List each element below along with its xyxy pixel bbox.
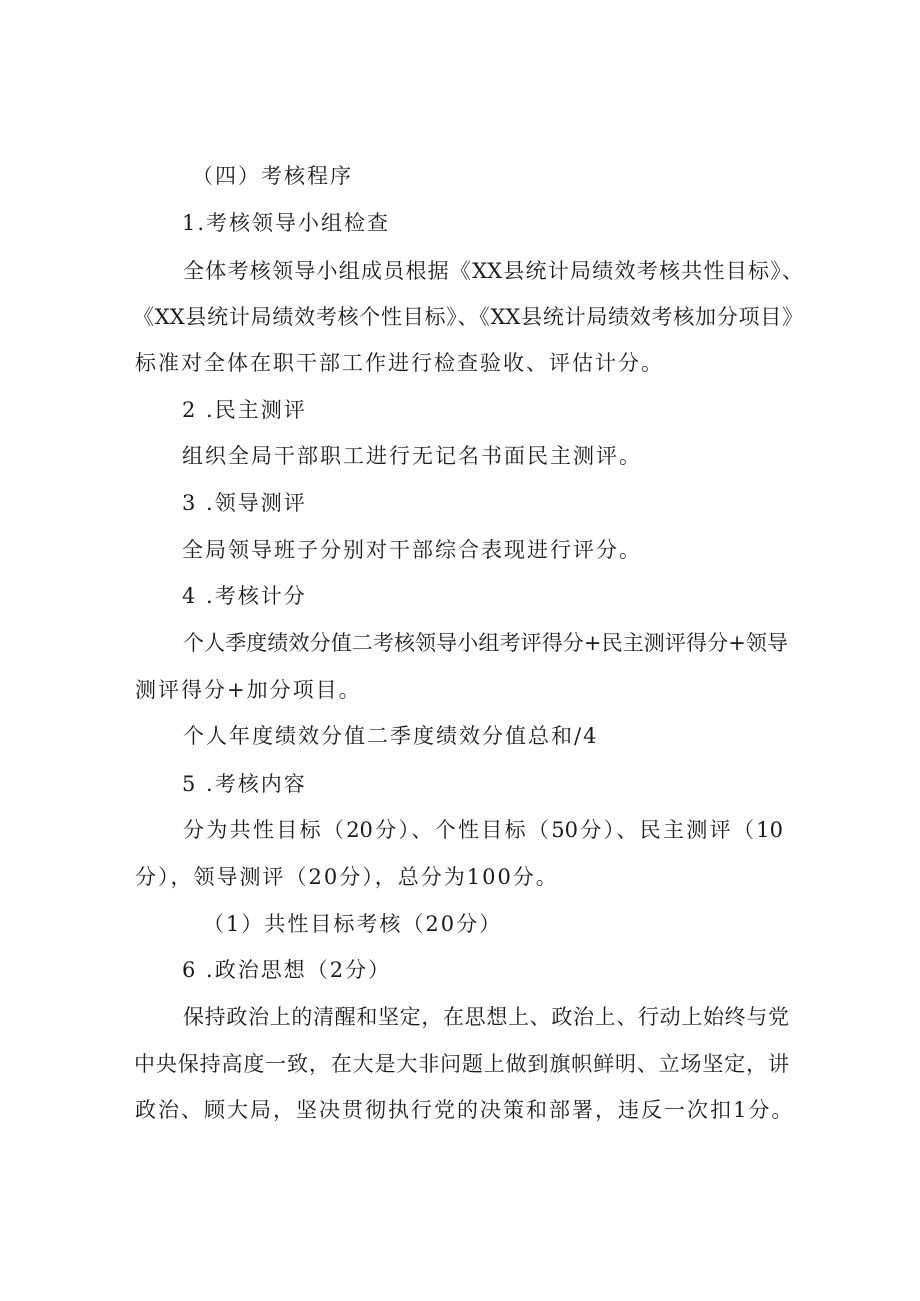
section-heading: （四）考核程序	[192, 164, 353, 188]
paragraph-line: 标准对全体在职干部工作进行检查验收、评估计分。	[135, 351, 664, 375]
paragraph-line: 组织全局干部职工进行无记名书面民主测评。	[182, 444, 642, 468]
paragraph-line: 中央保持高度一致，在大是大非问题上做到旗帜鲜明、立场坚定，讲	[134, 1052, 789, 1076]
paragraph-line: 保持政治上的清醒和坚定，在思想上、政治上、行动上始终与党	[183, 1005, 789, 1029]
paragraph-line: 分），领导测评（20分），总分为100分。	[135, 865, 559, 889]
subsection-heading: （1）共性目标考核（20分）	[203, 912, 503, 936]
paragraph-line: 政治、顾大局，坚决贯彻执行党的决策和部署，违反一次扣1分。	[135, 1098, 795, 1122]
subsection-heading: 5 .考核内容	[182, 772, 307, 796]
subsection-heading: 6 .政治思想（2分）	[182, 958, 392, 982]
subsection-heading: 4 .考核计分	[182, 584, 307, 608]
paragraph-line: 《XX县统计局绩效考核个性目标》、《XX县统计局绩效考核加分项目》	[133, 305, 803, 329]
subsection-heading: 1.考核领导小组检查	[182, 211, 391, 235]
paragraph-line: 个人季度绩效分值二考核领导小组考评得分+民主测评得分+领导	[183, 631, 788, 655]
paragraph-line: 测评得分+加分项目。	[135, 678, 362, 702]
paragraph-line: 全局领导班子分别对干部综合表现进行评分。	[182, 538, 642, 562]
paragraph-line: 全体考核领导小组成员根据《XX县统计局绩效考核共性目标》、	[183, 259, 803, 283]
subsection-heading: 2 .民主测评	[182, 398, 307, 422]
paragraph-line: 分为共性目标（20分）、个性目标（50分）、民主测评（10	[183, 818, 783, 842]
paragraph-line: 个人年度绩效分值二季度绩效分值总和/4	[183, 724, 599, 748]
subsection-heading: 3 .领导测评	[182, 491, 307, 515]
